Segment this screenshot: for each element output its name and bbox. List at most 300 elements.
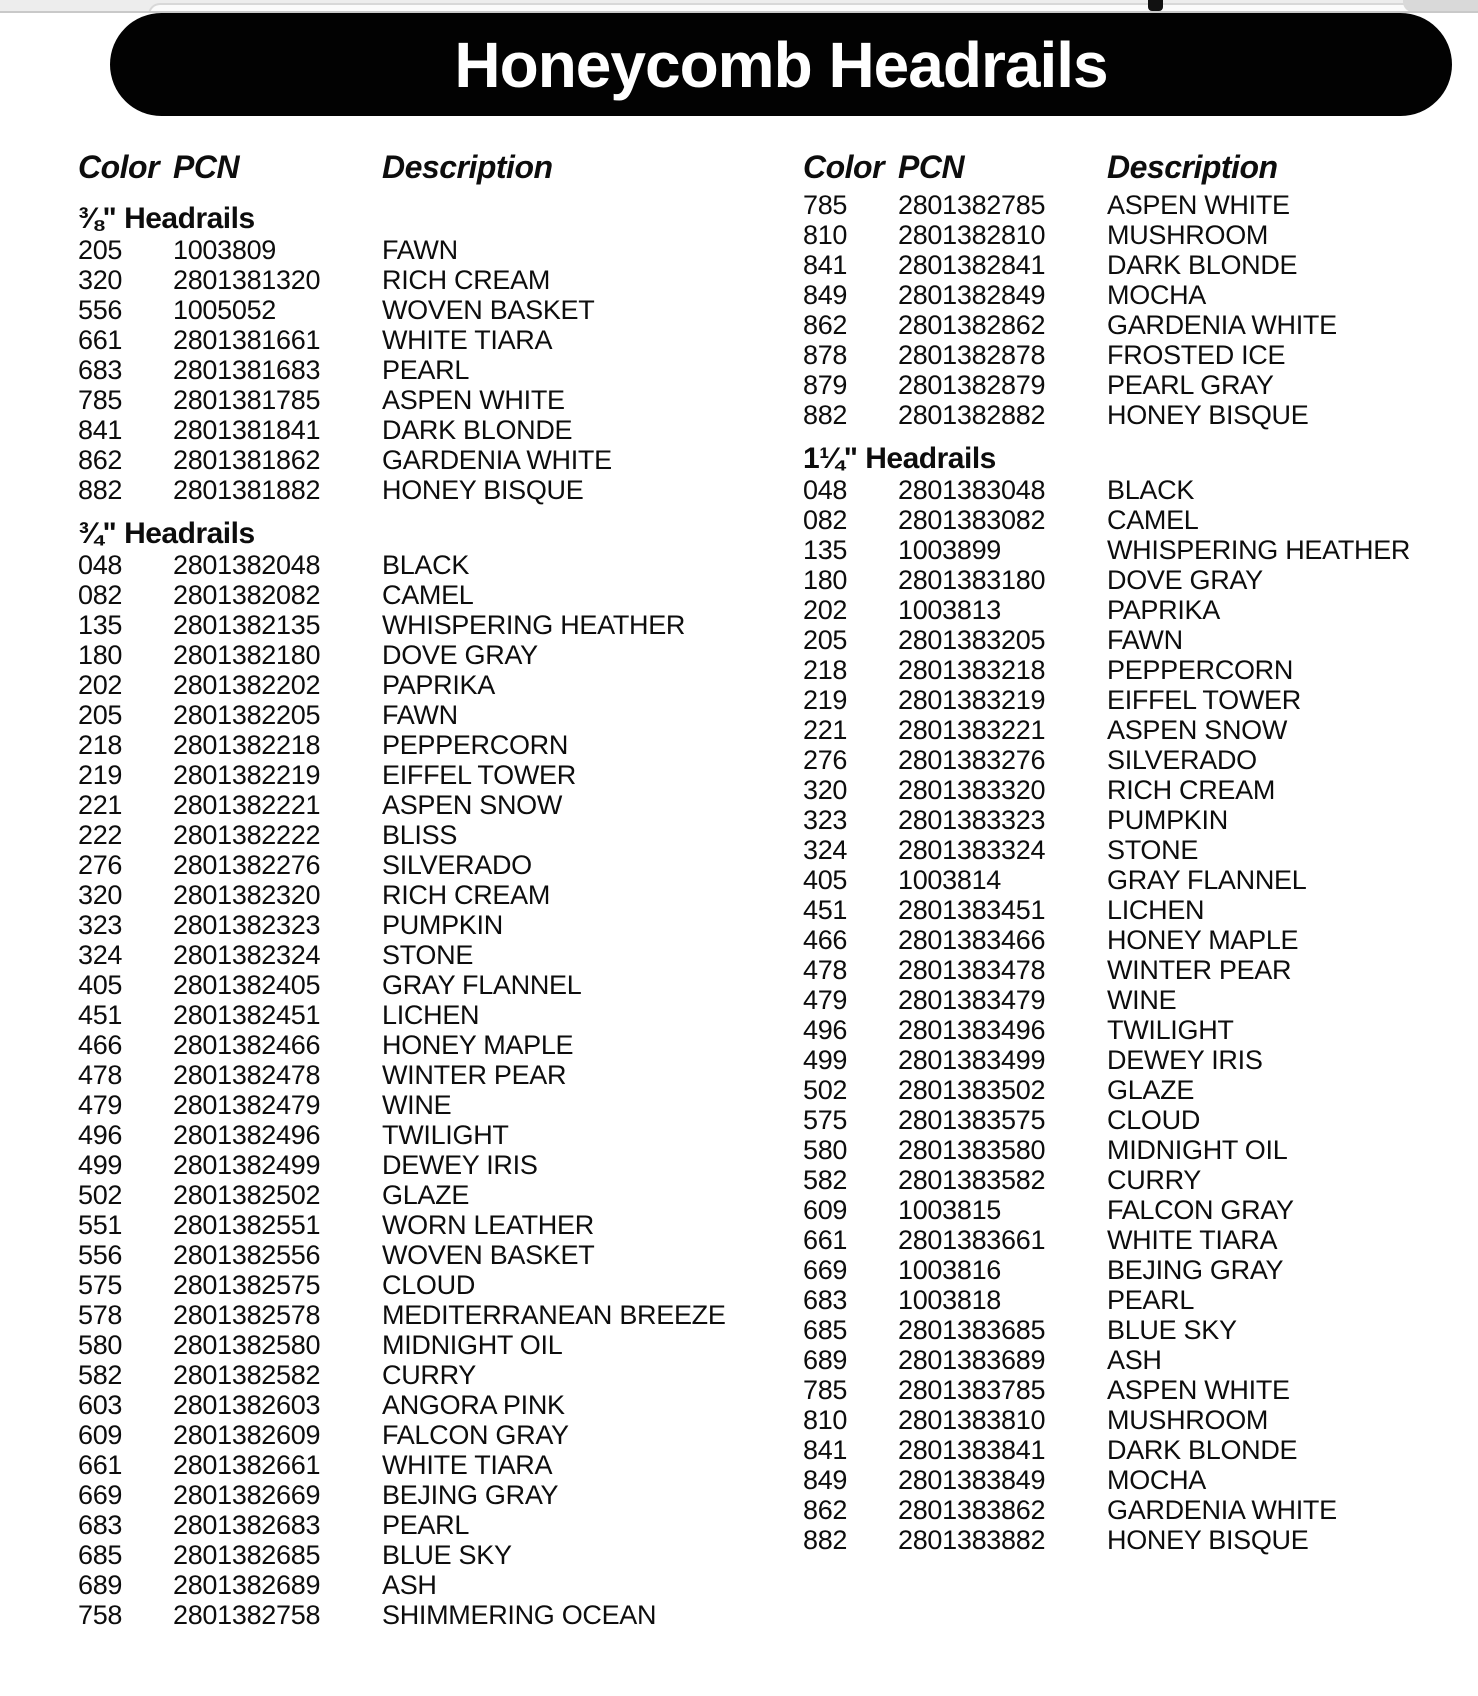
- table-row: [78, 820, 803, 850]
- cell-color: 205: [78, 235, 123, 265]
- cell-description: FAWN: [1107, 625, 1183, 655]
- cell-pcn: 1003815: [898, 1195, 1002, 1225]
- cell-description: DARK BLONDE: [1107, 250, 1298, 280]
- cell-description: WHISPERING HEATHER: [1107, 535, 1411, 565]
- cell-pcn: 2801383324: [898, 835, 1046, 865]
- top-window-strip: [0, 0, 1478, 13]
- table-row: [803, 685, 1478, 715]
- section-heading: ⅜" Headrails: [78, 202, 255, 235]
- table-row: [803, 250, 1478, 280]
- cell-color: 661: [803, 1225, 848, 1255]
- cell-pcn: 2801382499: [173, 1150, 321, 1180]
- cell-pcn: 2801382451: [173, 1000, 321, 1030]
- cell-color: 499: [803, 1045, 848, 1075]
- cell-description: MOCHA: [1107, 280, 1206, 310]
- table-row: [803, 1255, 1478, 1285]
- cell-description: GRAY FLANNEL: [1107, 865, 1307, 895]
- table-row: [78, 550, 803, 580]
- cell-color: 580: [78, 1330, 123, 1360]
- cell-pcn: 2801383205: [898, 625, 1046, 655]
- cell-color: 048: [803, 475, 848, 505]
- cell-pcn: 1003814: [898, 865, 1002, 895]
- cell-pcn: 2801383466: [898, 925, 1046, 955]
- cell-color: 205: [78, 700, 123, 730]
- section-heading: 1¼" Headrails: [803, 442, 996, 475]
- table-column-right: [803, 151, 1478, 1630]
- cell-pcn: 2801382603: [173, 1390, 321, 1420]
- table-row: [78, 1030, 803, 1060]
- cell-color: 324: [78, 940, 123, 970]
- cell-color: 479: [803, 985, 848, 1015]
- cell-pcn: 1003809: [173, 235, 277, 265]
- cell-description: WHISPERING HEATHER: [382, 610, 686, 640]
- table-row: [803, 625, 1478, 655]
- cell-pcn: 2801383661: [898, 1225, 1046, 1255]
- cell-description: DEWEY IRIS: [382, 1150, 538, 1180]
- cell-pcn: 2801383082: [898, 505, 1046, 535]
- table-row: [78, 1360, 803, 1390]
- cell-pcn: 2801383323: [898, 805, 1046, 835]
- cell-color: 841: [78, 415, 123, 445]
- table-row: [803, 985, 1478, 1015]
- table-row: [78, 355, 803, 385]
- cell-pcn: 2801383575: [898, 1105, 1046, 1135]
- cell-description: WORN LEATHER: [382, 1210, 594, 1240]
- cell-color: 479: [78, 1090, 123, 1120]
- cell-description: HONEY BISQUE: [1107, 400, 1309, 430]
- table-row: [78, 445, 803, 475]
- cell-description: RICH CREAM: [382, 880, 551, 910]
- table-column-left: [78, 151, 803, 1630]
- section-rows: [78, 235, 803, 505]
- cell-color: 135: [803, 535, 848, 565]
- cell-pcn: 2801382849: [898, 280, 1046, 310]
- cell-description: MUSHROOM: [1107, 220, 1269, 250]
- cell-description: PEARL: [382, 1510, 470, 1540]
- cell-color: 683: [78, 355, 123, 385]
- cell-color: 180: [803, 565, 848, 595]
- cell-pcn: 2801383496: [898, 1015, 1046, 1045]
- table-row: [78, 415, 803, 445]
- cell-color: 882: [78, 475, 123, 505]
- cell-pcn: 2801382205: [173, 700, 321, 730]
- section-rows: [78, 550, 803, 1630]
- cell-pcn: 2801383219: [898, 685, 1046, 715]
- table-row: [803, 835, 1478, 865]
- table-row: [78, 1330, 803, 1360]
- cell-color: 582: [803, 1165, 848, 1195]
- cell-description: FAWN: [382, 235, 458, 265]
- cell-pcn: 2801382405: [173, 970, 321, 1000]
- cell-description: ASPEN SNOW: [1107, 715, 1288, 745]
- cell-description: PEARL GRAY: [1107, 370, 1274, 400]
- cell-description: SILVERADO: [382, 850, 532, 880]
- cell-description: MIDNIGHT OIL: [1107, 1135, 1288, 1165]
- table-row: [803, 955, 1478, 985]
- cell-description: ASH: [382, 1570, 437, 1600]
- cell-description: MIDNIGHT OIL: [382, 1330, 563, 1360]
- table-row: [78, 790, 803, 820]
- cell-pcn: 2801382575: [173, 1270, 321, 1300]
- cell-description: WOVEN BASKET: [382, 1240, 595, 1270]
- cell-description: BLUE SKY: [1107, 1315, 1237, 1345]
- table-row: [78, 1090, 803, 1120]
- cell-color: 582: [78, 1360, 123, 1390]
- table-row: [803, 655, 1478, 685]
- table-row: [78, 880, 803, 910]
- cell-pcn: 2801383841: [898, 1435, 1046, 1465]
- cell-description: ASPEN WHITE: [1107, 1375, 1290, 1405]
- cell-color: 405: [78, 970, 123, 1000]
- cell-description: FALCON GRAY: [382, 1420, 569, 1450]
- cell-color: 082: [803, 505, 848, 535]
- cell-description: WHITE TIARA: [382, 1450, 553, 1480]
- table-row: [803, 475, 1478, 505]
- header-pcn: PCN: [898, 149, 965, 185]
- cell-description: DARK BLONDE: [1107, 1435, 1298, 1465]
- cell-color: 221: [78, 790, 123, 820]
- cell-pcn: 2801382551: [173, 1210, 321, 1240]
- cell-pcn: 2801382758: [173, 1600, 321, 1630]
- cell-pcn: 2801382689: [173, 1570, 321, 1600]
- cell-description: ASH: [1107, 1345, 1162, 1375]
- table-row: [803, 1225, 1478, 1255]
- table-row: [78, 730, 803, 760]
- cell-pcn: 2801383451: [898, 895, 1046, 925]
- table-row: [78, 640, 803, 670]
- cell-pcn: 2801383810: [898, 1405, 1046, 1435]
- cell-color: 882: [803, 400, 848, 430]
- cell-color: 609: [803, 1195, 848, 1225]
- table-row: [803, 745, 1478, 775]
- cell-color: 082: [78, 580, 123, 610]
- table-row: [78, 1060, 803, 1090]
- cell-description: WINTER PEAR: [1107, 955, 1292, 985]
- cell-description: WHITE TIARA: [382, 325, 553, 355]
- cell-color: 661: [78, 325, 123, 355]
- cell-pcn: 2801383849: [898, 1465, 1046, 1495]
- header-description: Description: [1107, 149, 1278, 185]
- cell-color: 221: [803, 715, 848, 745]
- cell-description: PAPRIKA: [382, 670, 495, 700]
- cell-description: GLAZE: [1107, 1075, 1195, 1105]
- cell-description: SILVERADO: [1107, 745, 1257, 775]
- table-row: [78, 1570, 803, 1600]
- cell-pcn: 2801382785: [898, 190, 1046, 220]
- cell-color: 575: [803, 1105, 848, 1135]
- cell-pcn: 1005052: [173, 295, 277, 325]
- cell-description: ASPEN SNOW: [382, 790, 563, 820]
- cell-color: 499: [78, 1150, 123, 1180]
- cell-description: EIFFEL TOWER: [1107, 685, 1301, 715]
- cell-color: 205: [803, 625, 848, 655]
- cell-description: DOVE GRAY: [382, 640, 538, 670]
- cell-description: DEWEY IRIS: [1107, 1045, 1263, 1075]
- table-row: [78, 1270, 803, 1300]
- table-row: [803, 1525, 1478, 1555]
- cell-description: WOVEN BASKET: [382, 295, 595, 325]
- title-banner: [110, 13, 1452, 116]
- table-row: [803, 805, 1478, 835]
- cell-pcn: 2801381882: [173, 475, 321, 505]
- cell-pcn: 2801382661: [173, 1450, 321, 1480]
- cell-pcn: 2801382222: [173, 820, 321, 850]
- cell-color: 661: [78, 1450, 123, 1480]
- cell-description: STONE: [1107, 835, 1199, 865]
- table-row: [803, 1075, 1478, 1105]
- cell-pcn: 2801383479: [898, 985, 1046, 1015]
- table-row: [803, 340, 1478, 370]
- cell-description: PEPPERCORN: [382, 730, 569, 760]
- cell-color: 689: [803, 1345, 848, 1375]
- cell-pcn: 2801381841: [173, 415, 321, 445]
- cell-description: FAWN: [382, 700, 458, 730]
- cell-color: 202: [78, 670, 123, 700]
- table-row: [78, 850, 803, 880]
- table-row: [78, 1540, 803, 1570]
- cell-description: GARDENIA WHITE: [382, 445, 612, 475]
- cell-description: PUMPKIN: [382, 910, 503, 940]
- section-heading: ¾" Headrails: [78, 517, 255, 550]
- cell-color: 324: [803, 835, 848, 865]
- cell-pcn: 2801382324: [173, 940, 321, 970]
- column-header: [803, 151, 1478, 190]
- cell-pcn: 2801382135: [173, 610, 321, 640]
- cell-pcn: 2801382180: [173, 640, 321, 670]
- top-window-strip-panel: [148, 3, 1478, 13]
- cell-color: 502: [803, 1075, 848, 1105]
- cell-description: HONEY BISQUE: [1107, 1525, 1309, 1555]
- cell-pcn: 2801382685: [173, 1540, 321, 1570]
- cell-color: 758: [78, 1600, 123, 1630]
- cell-pcn: 2801382219: [173, 760, 321, 790]
- table-row: [78, 265, 803, 295]
- header-pcn: PCN: [173, 149, 240, 185]
- cell-description: DOVE GRAY: [1107, 565, 1263, 595]
- cell-color: 689: [78, 1570, 123, 1600]
- table-row: [78, 1300, 803, 1330]
- cell-pcn: 2801381683: [173, 355, 321, 385]
- cell-color: 685: [803, 1315, 848, 1345]
- table-row: [78, 1510, 803, 1540]
- cell-color: 575: [78, 1270, 123, 1300]
- cell-description: PEARL: [382, 355, 470, 385]
- cell-color: 683: [803, 1285, 848, 1315]
- header-color: Color: [803, 149, 885, 185]
- cell-color: 320: [803, 775, 848, 805]
- cell-description: WINTER PEAR: [382, 1060, 567, 1090]
- cell-color: 785: [803, 1375, 848, 1405]
- cell-pcn: 1003813: [898, 595, 1002, 625]
- table-row: [78, 235, 803, 265]
- cell-color: 580: [803, 1135, 848, 1165]
- table-row: [78, 1150, 803, 1180]
- cell-color: 323: [803, 805, 848, 835]
- cell-color: 478: [803, 955, 848, 985]
- table-row: [803, 220, 1478, 250]
- cell-color: 276: [78, 850, 123, 880]
- cell-description: RICH CREAM: [382, 265, 551, 295]
- cell-pcn: 2801382556: [173, 1240, 321, 1270]
- cell-color: 048: [78, 550, 123, 580]
- table-row: [78, 940, 803, 970]
- cell-description: BLACK: [1107, 475, 1195, 505]
- cell-color: 202: [803, 595, 848, 625]
- cell-color: 219: [78, 760, 123, 790]
- cell-pcn: 2801382879: [898, 370, 1046, 400]
- cell-color: 556: [78, 1240, 123, 1270]
- cell-color: 551: [78, 1210, 123, 1240]
- cell-pcn: 2801383218: [898, 655, 1046, 685]
- table-row: [803, 535, 1478, 565]
- cell-description: MOCHA: [1107, 1465, 1206, 1495]
- cell-color: 862: [803, 1495, 848, 1525]
- cell-description: PAPRIKA: [1107, 595, 1220, 625]
- cell-pcn: 2801383502: [898, 1075, 1046, 1105]
- cell-pcn: 2801382878: [898, 340, 1046, 370]
- column-header: [78, 151, 803, 190]
- cell-pcn: 2801382320: [173, 880, 321, 910]
- cell-pcn: 2801383320: [898, 775, 1046, 805]
- table-row: [803, 1375, 1478, 1405]
- cell-color: 810: [803, 220, 848, 250]
- cell-pcn: 2801383582: [898, 1165, 1046, 1195]
- cell-description: ANGORA PINK: [382, 1390, 565, 1420]
- cell-color: 609: [78, 1420, 123, 1450]
- table-row: [78, 1390, 803, 1420]
- cell-description: GARDENIA WHITE: [1107, 1495, 1337, 1525]
- cell-pcn: 1003899: [898, 535, 1002, 565]
- cell-pcn: 2801383580: [898, 1135, 1046, 1165]
- cell-pcn: 2801383478: [898, 955, 1046, 985]
- table-row: [78, 1420, 803, 1450]
- cell-pcn: 2801382479: [173, 1090, 321, 1120]
- cell-pcn: 2801382202: [173, 670, 321, 700]
- cell-pcn: 2801382082: [173, 580, 321, 610]
- cell-description: FROSTED ICE: [1107, 340, 1286, 370]
- table-row: [78, 1240, 803, 1270]
- cell-color: 841: [803, 250, 848, 280]
- table-row: [78, 385, 803, 415]
- cell-color: 785: [78, 385, 123, 415]
- cell-color: 669: [78, 1480, 123, 1510]
- cell-description: RICH CREAM: [1107, 775, 1276, 805]
- table-row: [803, 1465, 1478, 1495]
- cell-color: 218: [78, 730, 123, 760]
- cell-color: 878: [803, 340, 848, 370]
- cell-color: 862: [78, 445, 123, 475]
- table-row: [803, 280, 1478, 310]
- cell-description: PEPPERCORN: [1107, 655, 1294, 685]
- section-rows: [803, 475, 1478, 1555]
- cell-pcn: 2801382810: [898, 220, 1046, 250]
- table-row: [803, 925, 1478, 955]
- section-rows: [803, 190, 1478, 430]
- cell-description: EIFFEL TOWER: [382, 760, 576, 790]
- cell-pcn: 2801383499: [898, 1045, 1046, 1075]
- top-window-strip-notch: [1148, 0, 1163, 11]
- cell-description: CLOUD: [1107, 1105, 1201, 1135]
- cell-description: CURRY: [382, 1360, 477, 1390]
- table-row: [803, 1165, 1478, 1195]
- cell-pcn: 2801383785: [898, 1375, 1046, 1405]
- cell-pcn: 1003818: [898, 1285, 1002, 1315]
- cell-pcn: 2801383862: [898, 1495, 1046, 1525]
- cell-pcn: 2801381785: [173, 385, 321, 415]
- cell-description: CLOUD: [382, 1270, 476, 1300]
- cell-color: 785: [803, 190, 848, 220]
- cell-description: SHIMMERING OCEAN: [382, 1600, 657, 1630]
- cell-color: 849: [803, 1465, 848, 1495]
- cell-color: 180: [78, 640, 123, 670]
- cell-color: 683: [78, 1510, 123, 1540]
- cell-color: 603: [78, 1390, 123, 1420]
- cell-pcn: 2801382578: [173, 1300, 321, 1330]
- headrail-table: [78, 151, 1478, 1630]
- cell-pcn: 2801382496: [173, 1120, 321, 1150]
- table-row: [803, 775, 1478, 805]
- cell-pcn: 2801382609: [173, 1420, 321, 1450]
- cell-pcn: 2801382048: [173, 550, 321, 580]
- cell-color: 496: [803, 1015, 848, 1045]
- cell-pcn: 2801382841: [898, 250, 1046, 280]
- cell-color: 862: [803, 310, 848, 340]
- cell-pcn: 2801381661: [173, 325, 321, 355]
- table-row: [78, 760, 803, 790]
- cell-pcn: 2801381320: [173, 265, 321, 295]
- cell-description: LICHEN: [382, 1000, 480, 1030]
- cell-pcn: 2801382582: [173, 1360, 321, 1390]
- cell-description: PUMPKIN: [1107, 805, 1228, 835]
- cell-color: 466: [78, 1030, 123, 1060]
- cell-pcn: 2801383276: [898, 745, 1046, 775]
- table-row: [78, 700, 803, 730]
- cell-description: HONEY MAPLE: [382, 1030, 574, 1060]
- cell-description: FALCON GRAY: [1107, 1195, 1294, 1225]
- cell-color: 451: [803, 895, 848, 925]
- cell-color: 405: [803, 865, 848, 895]
- table-row: [78, 1180, 803, 1210]
- table-row: [78, 970, 803, 1000]
- table-row: [803, 715, 1478, 745]
- cell-description: CAMEL: [1107, 505, 1199, 535]
- cell-color: 222: [78, 820, 123, 850]
- cell-description: WINE: [1107, 985, 1177, 1015]
- cell-description: CURRY: [1107, 1165, 1202, 1195]
- cell-color: 669: [803, 1255, 848, 1285]
- table-row: [78, 580, 803, 610]
- cell-pcn: 2801382466: [173, 1030, 321, 1060]
- cell-pcn: 2801382862: [898, 310, 1046, 340]
- cell-description: MEDITERRANEAN BREEZE: [382, 1300, 726, 1330]
- cell-description: CAMEL: [382, 580, 474, 610]
- cell-color: 135: [78, 610, 123, 640]
- cell-description: BLUE SKY: [382, 1540, 512, 1570]
- cell-description: WHITE TIARA: [1107, 1225, 1278, 1255]
- header-description: Description: [382, 149, 553, 185]
- table-row: [803, 1495, 1478, 1525]
- cell-pcn: 2801382669: [173, 1480, 321, 1510]
- table-row: [803, 190, 1478, 220]
- cell-color: 466: [803, 925, 848, 955]
- cell-color: 502: [78, 1180, 123, 1210]
- table-row: [803, 1435, 1478, 1465]
- cell-pcn: 2801383180: [898, 565, 1046, 595]
- table-row: [803, 565, 1478, 595]
- top-window-strip-blob: [1403, 0, 1478, 12]
- table-row: [803, 1135, 1478, 1165]
- table-row: [803, 505, 1478, 535]
